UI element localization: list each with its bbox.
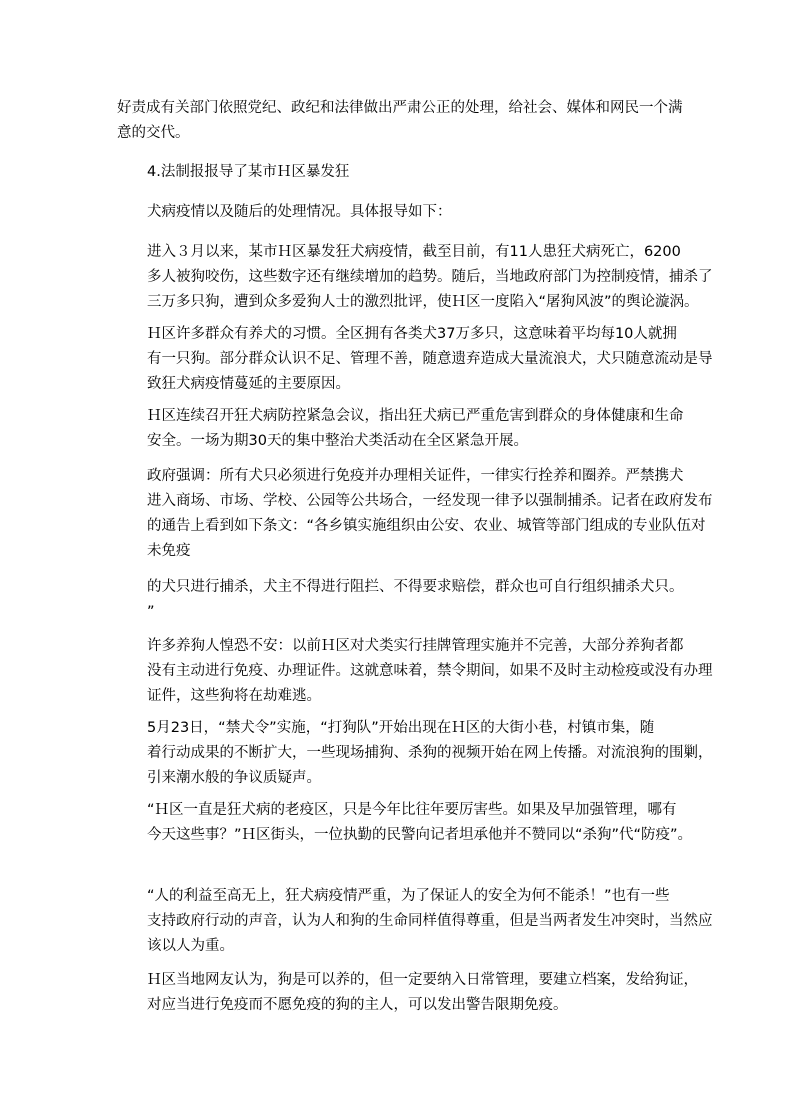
text-line: Ｈ区连续召开狂犬病防控紧急会议，指出狂犬病已严重危害到群众的身体健康和生命 <box>147 408 684 424</box>
text-line: 许多养狗人惶恐不安：以前Ｈ区对犬类实行挂牌管理实施并不完善，大部分养狗者都 <box>147 638 684 654</box>
text-line: 三万多只狗，遭到众多爱狗人士的激烈批评，使Ｈ区一度陷入“屠狗风波”的舆论漩涡。 <box>147 294 699 310</box>
text-line: 证件，这些狗将在劫难逃。 <box>147 688 321 704</box>
text-line: 对应当进行免疫而不愿免疫的狗的主人，可以发出警告限期免疫。 <box>147 997 568 1013</box>
text-line: 未免疫 <box>147 543 191 559</box>
text-line: 没有主动进行免疫、办理证件。这就意味着，禁令期间，如果不及时主动检疫或没有办理 <box>147 663 713 679</box>
paragraph-9 <box>117 716 713 791</box>
text-line: 今天这些事？”Ｈ区街头，一位执勤的民警向记者坦承他并不赞同以“杀狗”代“防疫”。 <box>147 827 693 843</box>
text-line: 意的交代。 <box>117 125 190 141</box>
text-line: 好责成有关部门依照党纪、政纪和法律做出严肃公正的处理，给社会、媒体和网民一个满 <box>117 100 683 116</box>
text-line: 5月23日，“禁犬令”实施，“打狗队”开始出现在Ｈ区的大街小巷，村镇市集，随 <box>147 720 655 736</box>
text-line: 政府强调：所有犬只必须进行免疫并办理相关证件，一律实行拴养和圈养。严禁携犬 <box>147 468 684 484</box>
paragraph-1 <box>117 96 683 146</box>
text-line: 引来潮水般的争议质疑声。 <box>147 770 321 786</box>
text-line: 进入３月以来，某市Ｈ区暴发狂犬病疫情，截至目前，有11人患狂犬病死亡，6200 <box>147 244 681 260</box>
text-line: 犬病疫情以及随后的处理情况。具体报导如下： <box>147 204 452 220</box>
text-line: 的通告上看到如下条文：“各乡镇实施组织由公安、农业、城管等部门组成的专业队伍对 <box>147 518 706 534</box>
text-line: 该以人为重。 <box>147 938 234 954</box>
paragraph-11 <box>117 884 713 959</box>
text-line: ” <box>147 604 155 620</box>
paragraph-2 <box>117 200 677 225</box>
text-line: Ｈ区许多群众有养犬的习惯。全区拥有各类犬37万多只，这意味着平均每10人就拥 <box>147 326 677 342</box>
text-line: 安全。一场为期30天的集中整治犬类活动在全区紧急开展。 <box>147 433 528 449</box>
paragraph-12 <box>117 968 698 1018</box>
text-line: 多人被狗咬伤，这些数字还有继续增加的趋势。随后，当地政府部门为控制疫情，捕杀了 <box>147 269 713 285</box>
text-line: 的犬只进行捕杀，犬主不得进行阻拦、不得要求赔偿，群众也可自行组织捕杀犬只。 <box>147 579 684 595</box>
paragraph-10 <box>117 798 693 848</box>
text-line: Ｈ区当地网友认为，狗是可以养的，但一定要纳入日常管理，要建立档案，发给狗证， <box>147 972 698 988</box>
text-line: 支持政府行动的声音，认为人和狗的生命同样值得尊重，但是当两者发生冲突时，当然应 <box>147 913 713 929</box>
paragraph-4 <box>117 322 713 397</box>
text-line: “人的利益至高无上，狂犬病疫情严重，为了保证人的安全为何不能杀！”也有一些 <box>147 888 670 904</box>
text-line: 进入商场、市场、学校、公园等公共场合，一经发现一律予以强制捕杀。记者在政府发布 <box>147 493 713 509</box>
paragraph-heading-4 <box>117 160 677 185</box>
paragraph-5 <box>117 404 684 454</box>
text-line: 着行动成果的不断扩大，一些现场捕狗、杀狗的视频开始在网上传播。对流浪狗的围剿， <box>147 745 713 761</box>
text-line: 有一只狗。部分群众认识不足、管理不善，随意遗弃造成大量流浪犬，犬只随意流动是导 <box>147 351 713 367</box>
paragraph-7 <box>117 575 684 625</box>
text-line: “Ｈ区一直是狂犬病的老疫区，只是今年比往年要厉害些。如果及早加强管理，哪有 <box>147 802 677 818</box>
paragraph-6 <box>117 464 713 564</box>
text-line: 致狂犬病疫情蔓延的主要原因。 <box>147 376 350 392</box>
text-line: 4.法制报报导了某市Ｈ区暴发狂 <box>147 164 350 180</box>
paragraph-3 <box>117 240 713 315</box>
paragraph-8 <box>117 634 713 709</box>
